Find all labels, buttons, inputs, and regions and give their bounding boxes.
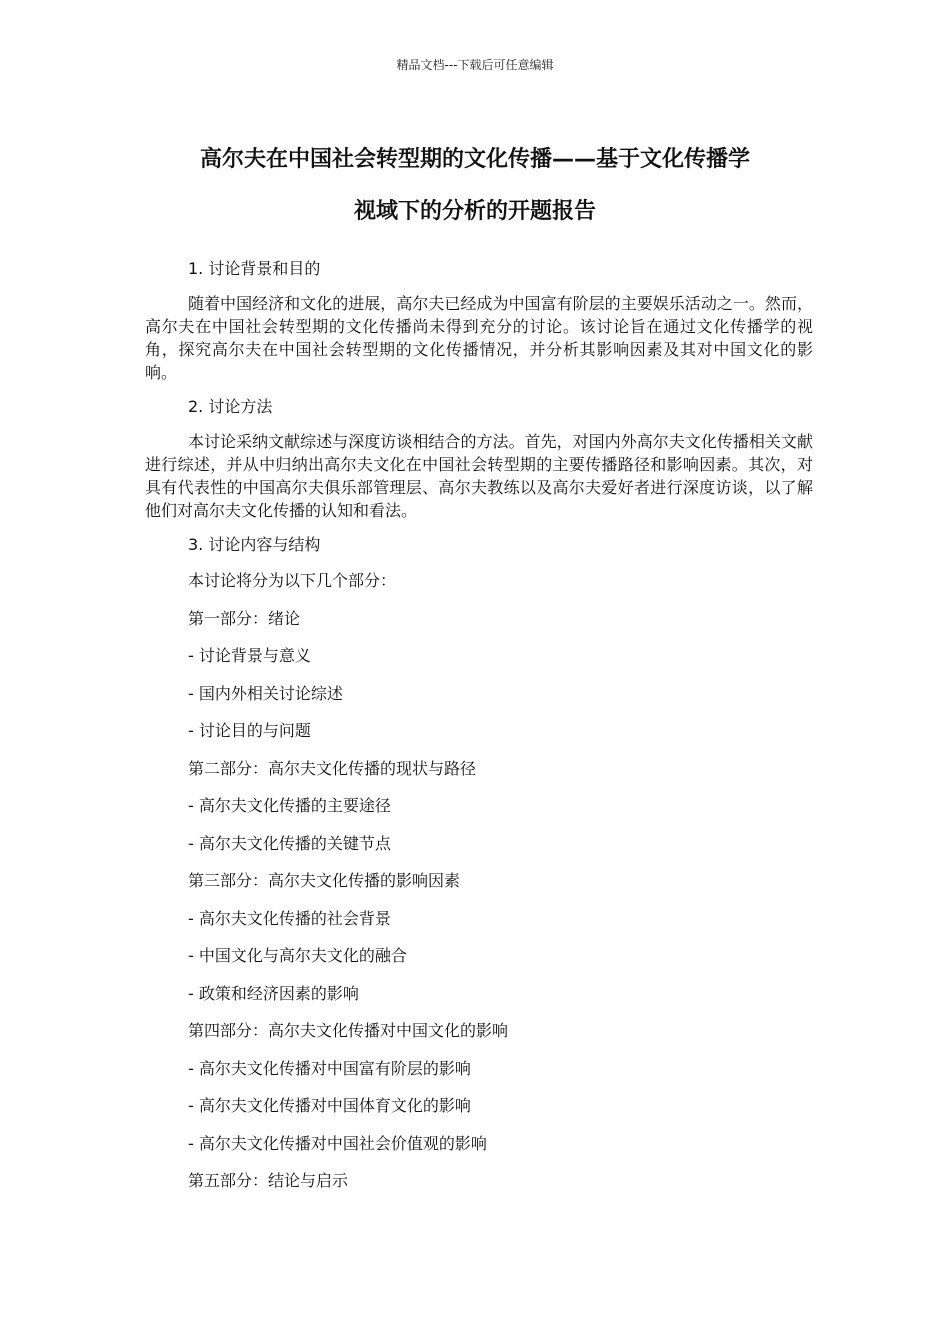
outline-intro: 本讨论将分为以下几个部分：	[188, 571, 397, 590]
outline-list-item: - 高尔夫文化传播的关键节点	[188, 833, 391, 853]
outline-list-item: - 国内外相关讨论综述	[188, 683, 343, 703]
outline-list-item: - 中国文化与高尔夫文化的融合	[188, 946, 407, 965]
section-paragraph-background: 随着中国经济和文化的进展，高尔夫已经成为中国富有阶层的主要娱乐活动之一。然而，高尔夫在中国社会转型期的文化传播尚未得到充分的讨论。该讨论旨在通过文化传播学的视角，探究高尔夫在中国社会转型期的文化传播情况，并分析其影响因素及其对中国文化的影响。	[145, 294, 813, 382]
section-heading-method: 2. 讨论方法	[188, 397, 273, 416]
title-line-2: 视域下的分析的开题报告	[353, 199, 596, 224]
title-line-1: 高尔夫在中国社会转型期的文化传播——基于文化传播学	[199, 147, 750, 172]
outline-list-item: - 高尔夫文化传播对中国富有阶层的影响	[188, 1058, 471, 1078]
section-heading-content-structure: 3. 讨论内容与结构	[188, 535, 321, 554]
outline-part-heading: 第五部分：结论与启示	[188, 1171, 349, 1190]
outline-list-item: - 高尔夫文化传播的主要途径	[188, 796, 391, 815]
page-header: 精品文档---下载后可任意编辑	[396, 58, 554, 72]
document-title	[145, 134, 805, 238]
outline-part-heading: 第三部分：高尔夫文化传播的影响因素	[188, 871, 461, 890]
outline-list-item: - 政策和经济因素的影响	[188, 983, 359, 1003]
outline-list-item: - 讨论目的与问题	[188, 721, 311, 740]
outline-part-heading: 第二部分：高尔夫文化传播的现状与路径	[188, 758, 477, 778]
outline-part-heading: 第一部分：绪论	[188, 608, 301, 628]
section-heading-background: 1. 讨论背景和目的	[188, 259, 321, 278]
outline-list-item: - 高尔夫文化传播对中国体育文化的影响	[188, 1096, 471, 1115]
outline-list-item: - 讨论背景与意义	[188, 646, 311, 665]
outline-list-item: - 高尔夫文化传播对中国社会价值观的影响	[188, 1133, 487, 1153]
document-body	[145, 256, 813, 1206]
outline-part-heading: 第四部分：高尔夫文化传播对中国文化的影响	[188, 1021, 509, 1040]
section-paragraph-method: 本讨论采纳文献综述与深度访谈相结合的方法。首先，对国内外高尔夫文化传播相关文献进行综述，并从中归纳出高尔夫文化在中国社会转型期的主要传播路径和影响因素。其次，对具有代表性的中国高尔夫俱乐部管理层、高尔夫教练以及高尔夫爱好者进行深度访谈，以了解他们对高尔夫文化传播的认知和看法。	[145, 432, 813, 520]
outline-list-item: - 高尔夫文化传播的社会背景	[188, 908, 391, 928]
